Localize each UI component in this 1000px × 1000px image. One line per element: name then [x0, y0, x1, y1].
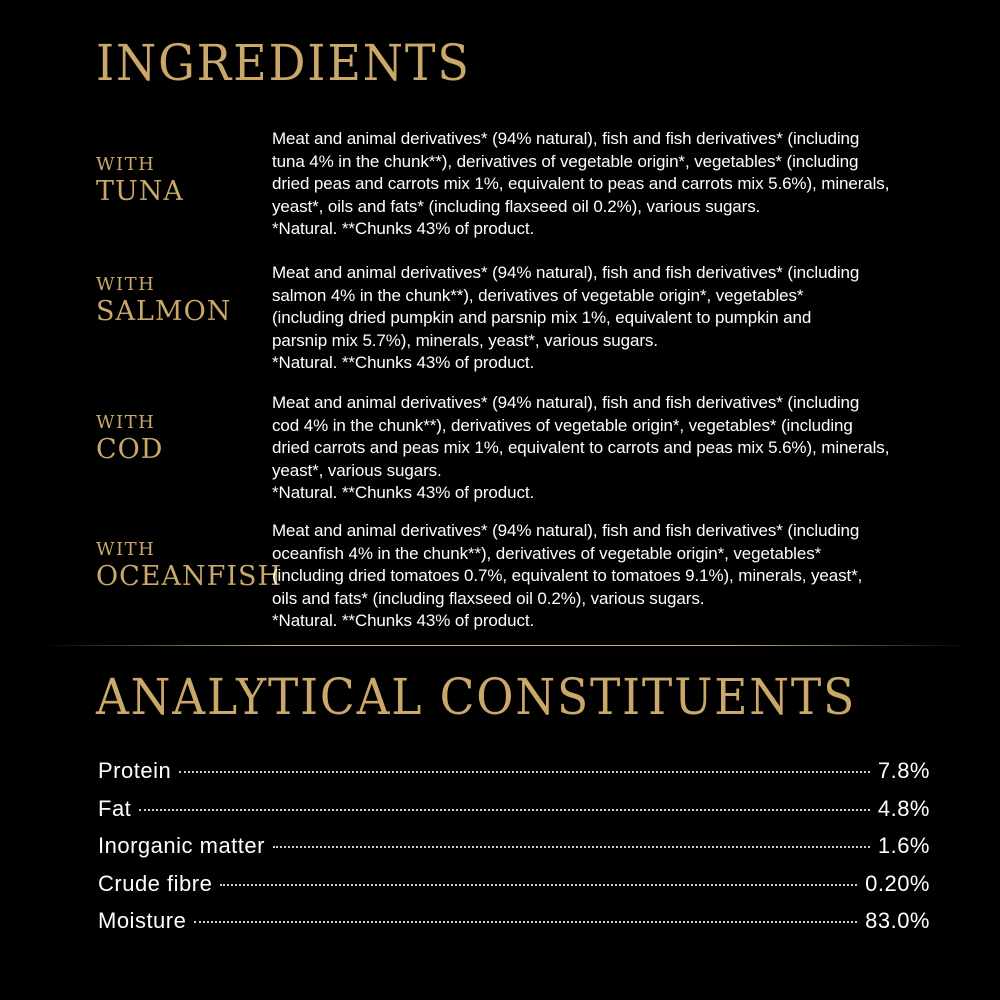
constituents-list	[98, 758, 930, 946]
ingredients-title: INGREDIENTS	[96, 34, 471, 92]
constituent-row-protein	[98, 758, 930, 796]
constituent-name: Moisture	[98, 908, 187, 933]
constituent-row-inorganic-matter	[98, 833, 930, 871]
dot-leader	[273, 846, 870, 848]
variant-ingredients-text: Meat and animal derivatives* (94% natural), fish and fish derivatives* (including cod 4% in the chunk**), derivatives of vegetable origin*, vegetables* (including dried carrots and peas mix 1%, equivalent to carrots and peas mix 5.6%), minerals, yeast*, various sugars. *Natural. **Chunks 43% of product.	[272, 393, 890, 502]
constituent-name: Crude fibre	[98, 870, 213, 896]
variant-fish-name: SALMON	[96, 296, 232, 327]
variant-label	[96, 154, 184, 208]
variant-label	[96, 274, 231, 328]
dot-leader	[139, 809, 870, 811]
constituent-name: Inorganic matter	[98, 833, 265, 858]
constituent-row-fat	[98, 796, 930, 834]
constituent-row-moisture	[98, 908, 930, 946]
dot-leader	[179, 771, 870, 773]
constituent-value: 1.6%	[877, 833, 930, 858]
variant-ingredients-text: Meat and animal derivatives* (94% natural), fish and fish derivatives* (including salmon 4% in the chunk**), derivatives of vegetable origin*, vegetables* (including dried pumpkin and parsnip mix 1%, equivalent to pumpkin and parsnip mix 5.7%), minerals, yeast*, various sugars. *Natural. **Chunks 43% of product.	[272, 263, 860, 372]
variant-with-label: WITH	[96, 539, 156, 560]
section-divider	[40, 645, 970, 646]
variant-ingredients-text: Meat and animal derivatives* (94% natural), fish and fish derivatives* (including tuna 4% in the chunk**), derivatives of vegetable origin*, vegetables* (including dried peas and carrots mix 1%, equivalent to peas and carrots mix 5.6%), minerals, yeast*, oils and fats* (including flaxseed oil 0.2%), various sugars. *Natural. **Chunks 43% of product.	[272, 129, 890, 238]
variant-with-label: WITH	[96, 274, 156, 295]
dot-leader	[220, 884, 857, 886]
constituent-name: Protein	[98, 758, 172, 783]
variant-ingredients-text: Meat and animal derivatives* (94% natural), fish and fish derivatives* (including oceanfish 4% in the chunk**), derivatives of vegetable origin*, vegetables* (including dried tomatoes 0.7%, equivalent to tomatoes 9.1%), minerals, yeast*, oils and fats* (including flaxseed oil 0.2%), various sugars. *Natural. **Chunks 43% of product.	[272, 521, 863, 630]
variant-fish-name: OCEANFISH	[96, 561, 283, 592]
variant-fish-name: COD	[96, 434, 164, 465]
variant-with-label: WITH	[96, 412, 156, 433]
constituent-name: Fat	[98, 795, 132, 821]
variant-fish-name: TUNA	[96, 176, 184, 207]
constituent-value: 7.8%	[877, 758, 930, 783]
variant-label	[96, 412, 163, 466]
variant-with-label: WITH	[96, 154, 156, 175]
constituent-row-crude-fibre	[98, 871, 930, 909]
constituent-value: 0.20%	[865, 870, 930, 896]
variant-label	[96, 539, 282, 593]
constituent-value: 83.0%	[865, 908, 930, 933]
analytical-title: ANALYTICAL CONSTITUENTS	[96, 668, 857, 726]
constituent-value: 4.8%	[877, 795, 930, 821]
dot-leader	[194, 921, 857, 923]
